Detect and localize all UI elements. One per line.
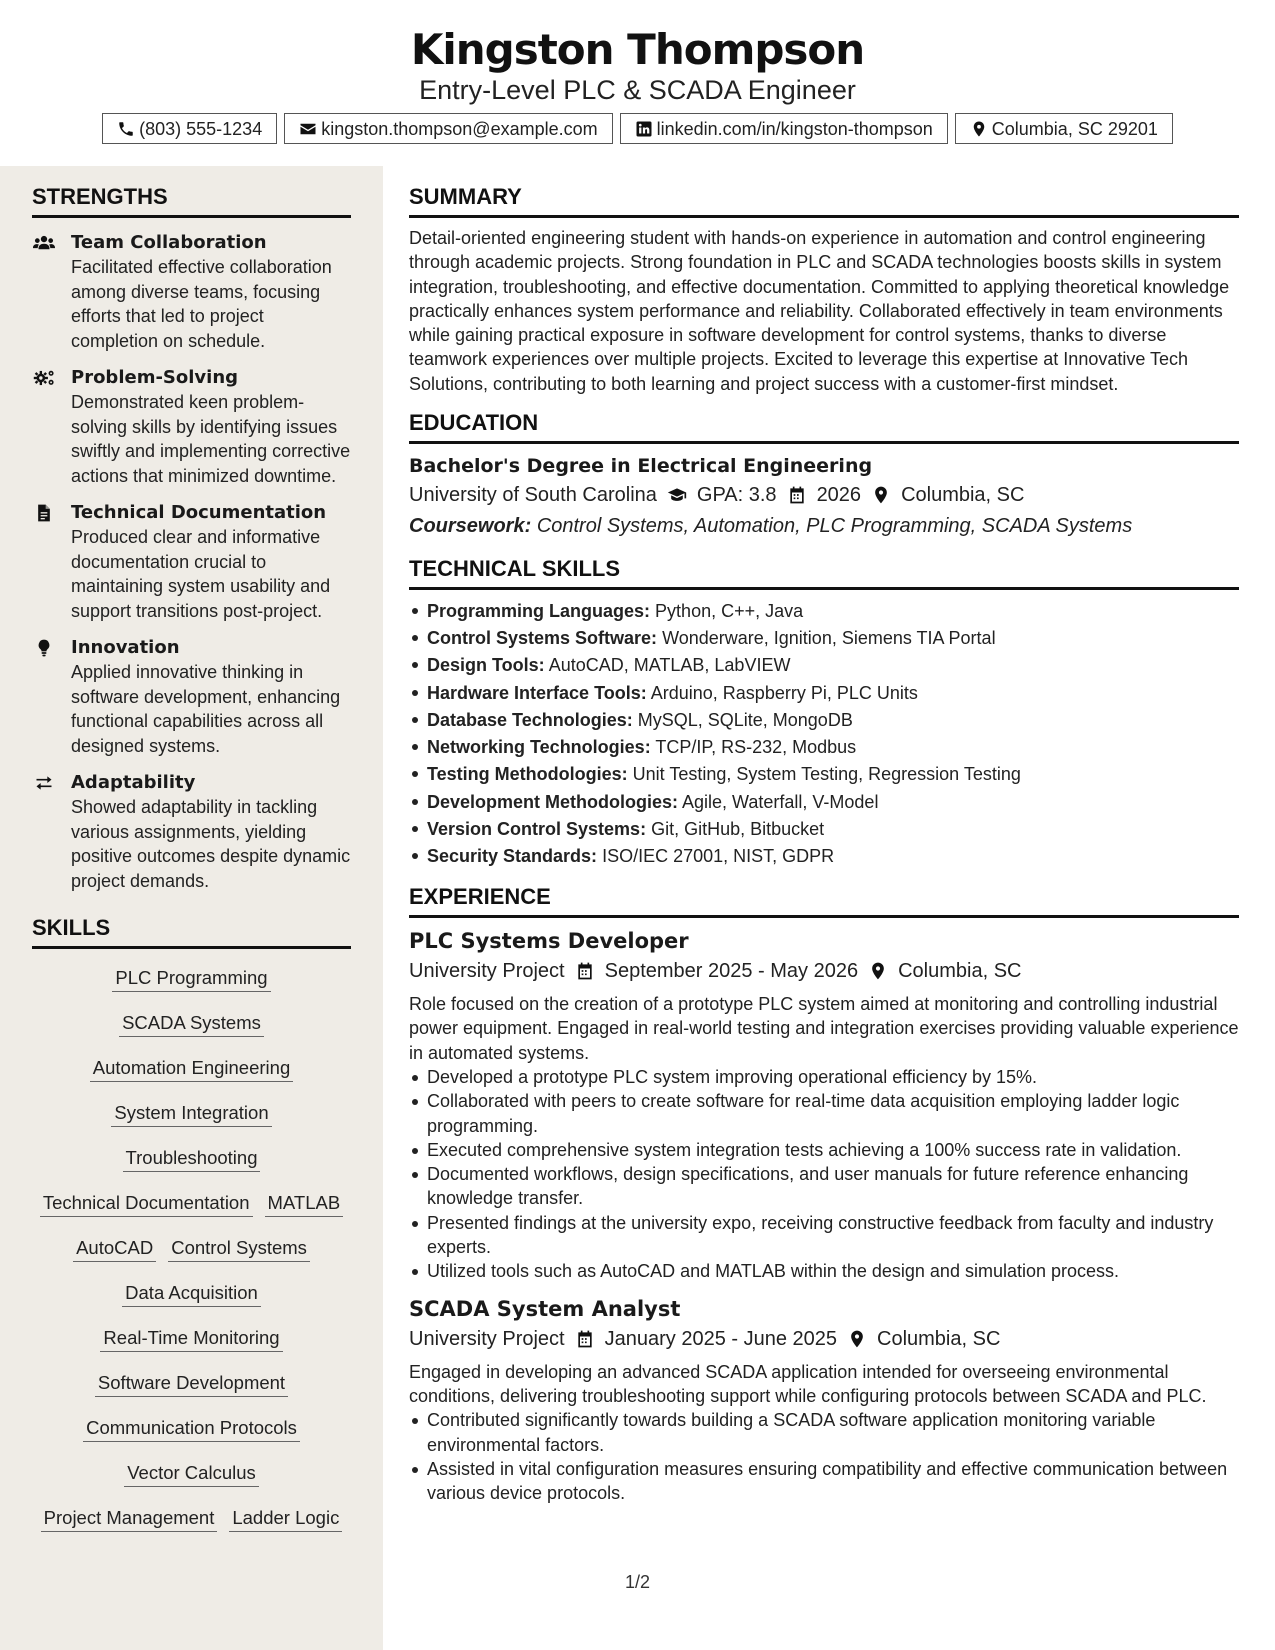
skill-category: Hardware Interface Tools: xyxy=(427,682,647,703)
job-bullets xyxy=(409,1408,1239,1505)
skill-category: Networking Technologies: xyxy=(427,737,651,758)
strength-item xyxy=(32,501,351,623)
contact-location xyxy=(955,113,1173,144)
phone-icon xyxy=(117,120,135,138)
skill-category: Programming Languages: xyxy=(427,601,651,622)
strength-item xyxy=(32,366,351,488)
school-name: University of South Carolina xyxy=(409,484,657,507)
contact-email-text: kingston.thompson@example.com xyxy=(321,118,598,139)
technical-skills-list xyxy=(409,598,1239,870)
map-marker-icon xyxy=(871,485,891,505)
skill-values: TCP/IP, RS-232, Modbus xyxy=(655,737,857,758)
list-item xyxy=(409,680,1239,707)
contact-linkedin[interactable] xyxy=(620,113,948,144)
skill-category: Security Standards: xyxy=(427,845,598,866)
list-item xyxy=(409,843,1239,870)
skill-tag: PLC Programming xyxy=(112,966,270,992)
strength-title: Team Collaboration xyxy=(71,232,267,253)
skill-category: Version Control Systems: xyxy=(427,818,647,839)
map-marker-icon xyxy=(847,1329,867,1349)
strength-description: Showed adaptability in tackling various assignments, yielding positive outcomes despite dynamic project demands. xyxy=(71,797,351,891)
list-item xyxy=(409,734,1239,761)
graduation-year: 2026 xyxy=(816,484,862,507)
lightbulb-icon xyxy=(33,638,55,658)
envelope-icon xyxy=(299,120,317,138)
job-title: PLC Systems Developer xyxy=(409,929,689,954)
skill-tag: Control Systems xyxy=(168,1236,310,1262)
skill-values: Git, GitHub, Bitbucket xyxy=(651,818,825,839)
list-item xyxy=(409,707,1239,734)
strengths-heading: STRENGTHS xyxy=(32,184,351,218)
contact-phone[interactable] xyxy=(102,113,277,144)
skill-category: Control Systems Software: xyxy=(427,628,658,649)
technical-skills-heading: TECHNICAL SKILLS xyxy=(409,556,1239,590)
resume-header xyxy=(0,0,1275,166)
page-number: 1/2 xyxy=(624,1572,651,1592)
skill-tag: Vector Calculus xyxy=(124,1461,259,1487)
contact-linkedin-text: linkedin.com/in/kingston-thompson xyxy=(656,118,933,139)
list-item: Documented workflows, design specifications, and user manuals for future reference enhancing knowledge transfer. xyxy=(409,1162,1239,1211)
strength-item xyxy=(32,636,351,758)
education-meta xyxy=(409,480,1239,510)
job-description: Engaged in developing an advanced SCADA application intended for overseeing environmental conditions, delivering troubleshooting support while configuring protocols between SCADA and PLC. xyxy=(409,1361,1207,1406)
skills-tag-cloud xyxy=(32,957,351,1542)
skill-tag: Software Development xyxy=(95,1371,288,1397)
skill-category: Development Methodologies: xyxy=(427,791,679,812)
gpa: GPA: 3.8 xyxy=(696,484,777,507)
strength-title: Innovation xyxy=(71,637,180,658)
list-item xyxy=(409,598,1239,625)
calendar-icon xyxy=(575,1329,595,1349)
skill-values: Agile, Waterfall, V-Model xyxy=(682,791,879,812)
skill-values: AutoCAD, MATLAB, LabVIEW xyxy=(548,655,791,676)
list-item: Contributed significantly towards building a SCADA software application monitoring variable environmental factors. xyxy=(409,1408,1239,1457)
map-marker-icon xyxy=(868,961,888,981)
job-bullets xyxy=(409,1065,1239,1284)
skill-tag: Communication Protocols xyxy=(83,1416,300,1442)
list-item: Collaborated with peers to create software for real-time data acquisition employing ladder logic programming. xyxy=(409,1089,1239,1138)
coursework-label: Coursework: xyxy=(409,515,532,538)
job-meta xyxy=(409,1324,1239,1354)
job-description: Role focused on the creation of a prototype PLC system aimed at monitoring and controlling industrial power equipment. Engaged in real-world testing and integration exercises providing valuable experience in automated systems. xyxy=(409,994,1239,1063)
skill-tag: MATLAB xyxy=(265,1191,344,1217)
job-title: SCADA System Analyst xyxy=(409,1296,681,1321)
skill-tag: Real-Time Monitoring xyxy=(100,1326,282,1352)
calendar-icon xyxy=(575,961,595,981)
map-marker-icon xyxy=(970,120,988,138)
strength-description: Produced clear and informative documentation crucial to maintaining system usability and support transitions post-project. xyxy=(71,527,331,621)
skill-category: Testing Methodologies: xyxy=(427,764,628,785)
strength-description: Applied innovative thinking in software development, enhancing functional capabilities across all designed systems. xyxy=(71,662,341,756)
skill-category: Design Tools: xyxy=(427,655,545,676)
list-item xyxy=(409,652,1239,679)
job-dates: January 2025 - June 2025 xyxy=(604,1327,838,1350)
document-icon xyxy=(33,503,55,523)
job-dates: September 2025 - May 2026 xyxy=(604,960,859,983)
skill-tag: Automation Engineering xyxy=(90,1056,293,1082)
job-entry xyxy=(409,926,1239,1284)
summary-section xyxy=(409,184,1239,396)
sidebar xyxy=(0,166,383,1650)
list-item: Executed comprehensive system integration tests achieving a 100% success rate in validation. xyxy=(409,1138,1239,1162)
list-item xyxy=(409,816,1239,843)
list-item: Utilized tools such as AutoCAD and MATLAB within the design and simulation process. xyxy=(409,1259,1239,1283)
strength-item xyxy=(32,231,351,353)
skill-values: Arduino, Raspberry Pi, PLC Units xyxy=(650,682,918,703)
skill-values: ISO/IEC 27001, NIST, GDPR xyxy=(602,845,835,866)
job-location: Columbia, SC xyxy=(898,960,1022,983)
candidate-title: Entry-Level PLC & SCADA Engineer xyxy=(419,75,856,105)
skill-tag: Troubleshooting xyxy=(123,1146,261,1172)
summary-text: Detail-oriented engineering student with hands-on experience in automation and control engineering through academic projects. Strong foundation in PLC and SCADA technologies boosts skills in system integration, troubleshooting, and effective documentation. Committed to applying theoretical knowledge practically enhances system performance and reliability. Collaborated effectively in team environments while gaining practical exposure in software development for control systems, thanks to diverse teamwork experiences over multiple projects. Excited to leverage this expertise at Innovative Tech Solutions, contributing to both learning and project success with a customer-first mindset. xyxy=(409,228,1230,394)
skill-values: Unit Testing, System Testing, Regression Testing xyxy=(632,764,1021,785)
skill-tag: AutoCAD xyxy=(73,1236,156,1262)
skill-tag: Data Acquisition xyxy=(122,1281,261,1307)
job-location: Columbia, SC xyxy=(877,1327,1001,1350)
contact-email[interactable] xyxy=(284,113,612,144)
strength-title: Adaptability xyxy=(71,772,196,793)
skill-tag: Project Management xyxy=(41,1506,218,1532)
skill-category: Database Technologies: xyxy=(427,709,633,730)
skill-tag: Ladder Logic xyxy=(229,1506,342,1532)
users-icon xyxy=(33,233,55,253)
summary-heading: SUMMARY xyxy=(409,184,1239,218)
calendar-icon xyxy=(787,485,807,505)
gears-icon xyxy=(33,368,55,388)
skill-values: Wonderware, Ignition, Siemens TIA Portal xyxy=(662,628,996,649)
list-item: Assisted in vital configuration measures ensuring compatibility and effective communication between various device protocols. xyxy=(409,1457,1239,1506)
skill-values: Python, C++, Java xyxy=(655,601,804,622)
list-item xyxy=(409,789,1239,816)
strength-description: Demonstrated keen problem-solving skills by identifying issues swiftly and implementing corrective actions that minimized downtime. xyxy=(71,392,351,486)
main-content xyxy=(409,184,1239,1519)
skill-values: MySQL, SQLite, MongoDB xyxy=(637,709,853,730)
job-meta xyxy=(409,956,1239,986)
skill-tag: System Integration xyxy=(111,1101,271,1127)
strength-item xyxy=(32,771,351,893)
strength-title: Problem-Solving xyxy=(71,367,239,388)
job-org: University Project xyxy=(409,960,565,983)
list-item xyxy=(409,625,1239,652)
coursework-list: Control Systems, Automation, PLC Programming, SCADA Systems xyxy=(536,515,1133,538)
job-entry xyxy=(409,1294,1239,1506)
experience-heading: EXPERIENCE xyxy=(409,884,1239,918)
job-org: University Project xyxy=(409,1327,565,1350)
graduation-cap-icon xyxy=(667,485,687,505)
skill-tag: Technical Documentation xyxy=(40,1191,253,1217)
contact-bar xyxy=(0,113,1275,144)
list-item: Presented findings at the university expo, receiving constructive feedback from faculty and industry experts. xyxy=(409,1211,1239,1260)
linkedin-icon xyxy=(635,120,653,138)
list-item xyxy=(409,761,1239,788)
coursework xyxy=(409,510,1239,542)
degree-title: Bachelor's Degree in Electrical Engineering xyxy=(409,455,873,478)
education-heading: EDUCATION xyxy=(409,410,1239,444)
skill-tag: SCADA Systems xyxy=(119,1011,264,1037)
strength-description: Facilitated effective collaboration among diverse teams, focusing efforts that led to project completion on schedule. xyxy=(71,257,332,351)
experience-section xyxy=(409,884,1239,1505)
strength-title: Technical Documentation xyxy=(71,502,327,523)
technical-skills-section xyxy=(409,556,1239,870)
contact-location-text: Columbia, SC 29201 xyxy=(991,118,1158,139)
education-location: Columbia, SC xyxy=(901,484,1025,507)
exchange-arrows-icon xyxy=(33,773,55,793)
list-item: Developed a prototype PLC system improving operational efficiency by 15%. xyxy=(409,1065,1239,1089)
education-section xyxy=(409,410,1239,542)
contact-phone-text: (803) 555-1234 xyxy=(139,118,263,139)
skills-heading: SKILLS xyxy=(32,915,351,949)
candidate-name: Kingston Thompson xyxy=(410,25,865,74)
